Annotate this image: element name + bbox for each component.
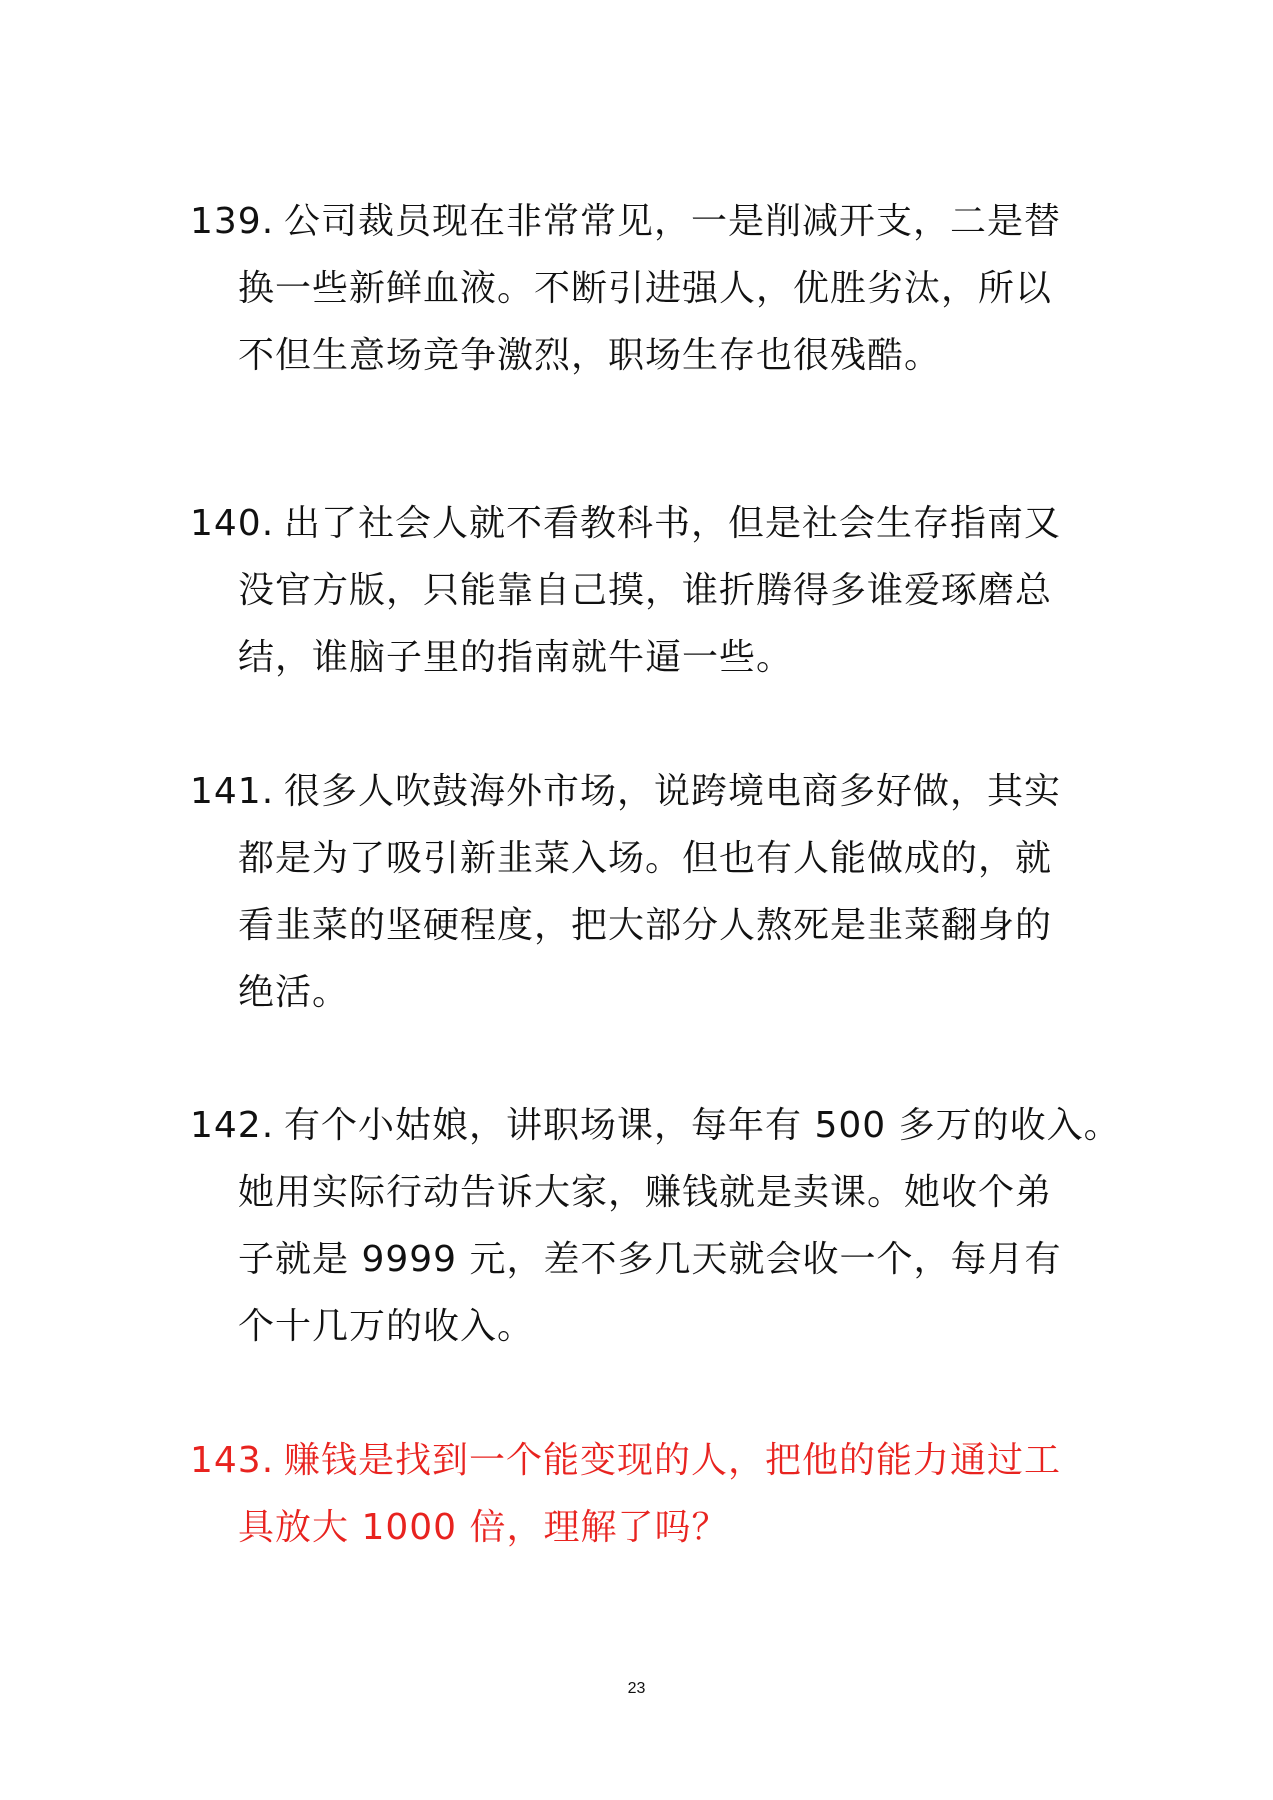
item-line: 有个小姑娘，讲职场课，每年有 500 多万的收入。 [284,1105,1121,1146]
item-line: 结，谁脑子里的指南就牛逼一些。 [238,637,794,678]
list-item-140 [190,490,1090,691]
item-line: 具放大 1000 倍，理解了吗？ [238,1507,729,1548]
item-number: 140. [190,503,275,544]
item-line: 都是为了吸引新韭菜入场。但也有人能做成的，就 [238,838,1053,879]
item-text [238,188,1090,389]
list-item-141 [190,758,1090,1026]
list-item-143-highlighted [190,1427,1090,1561]
item-line: 赚钱是找到一个能变现的人，把他的能力通过工 [284,1440,1062,1481]
item-text [238,1427,1090,1561]
item-line: 她用实际行动告诉大家，赚钱就是卖课。她收个弟 [238,1172,1053,1213]
item-line: 换一些新鲜血液。不断引进强人，优胜劣汰，所以 [238,268,1053,309]
item-line: 公司裁员现在非常常见，一是削减开支，二是替 [284,201,1062,242]
item-line: 子就是 9999 元，差不多几天就会收一个，每月有 [238,1239,1062,1280]
item-text [238,1092,1121,1360]
item-text [238,758,1090,1026]
list-item-139 [190,188,1090,389]
item-number: 143. [190,1440,275,1481]
item-number: 141. [190,771,275,812]
item-line: 很多人吹鼓海外市场，说跨境电商多好做，其实 [284,771,1062,812]
item-line: 看韭菜的坚硬程度，把大部分人熬死是韭菜翻身的 [238,905,1053,946]
item-line: 不但生意场竞争激烈，职场生存也很残酷。 [238,335,942,376]
item-text [238,490,1090,691]
page-number: 23 [627,1680,646,1697]
item-line: 绝活。 [238,972,350,1013]
item-number: 139. [190,201,275,242]
list-item-142 [190,1092,1121,1360]
item-line: 出了社会人就不看教科书，但是社会生存指南又 [284,503,1062,544]
item-number: 142. [190,1105,275,1146]
item-line: 没官方版，只能靠自己摸，谁折腾得多谁爱琢磨总 [238,570,1053,611]
item-line: 个十几万的收入。 [238,1306,535,1347]
